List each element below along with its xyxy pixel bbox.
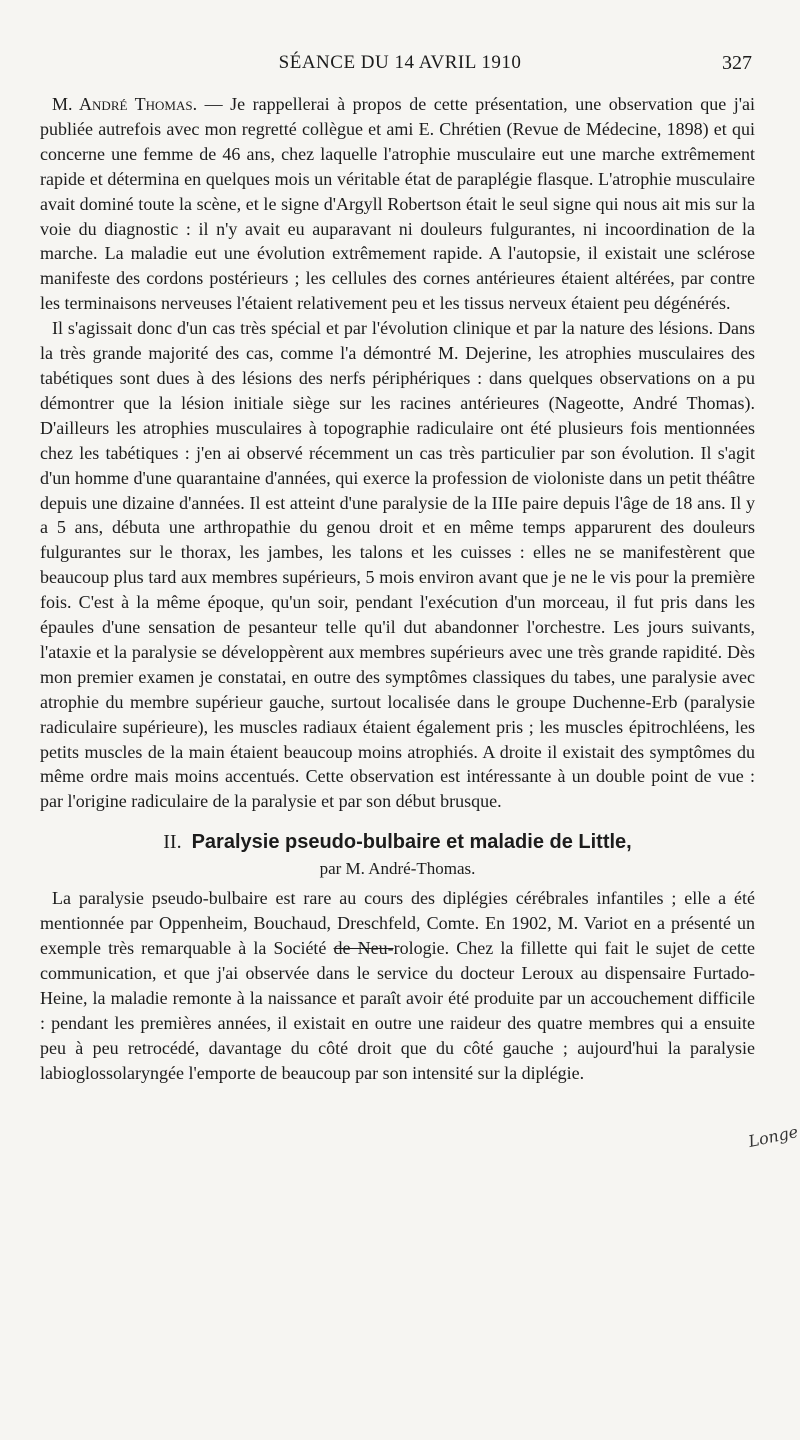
paragraph-2: Il s'agissait donc d'un cas très spécial et par l'évolution clinique et par la nature des lésions. Dans la très grande majorité des cas, comme l'a démontré M. Dejerine, les atrophies musculaires des tabétiques sont dues à des lésions des nerfs périphériques : dans quelques observations on a pu démontrer que la lésion initiale siège sur les racines antérieures (Nageotte, André Thomas). D'ailleurs les atrophies musculaires à topographie radiculaire ont été plusieurs fois mentionnées chez les tabétiques : j'en ai observé récemment un cas très particulier par son évolution. Il s'agit d'un homme d'une quarantaine d'années, qui exerce la profession de violoniste dans un petit théâtre depuis une dizaine d'années. Il est atteint d'une paralysie de la IIIe paire depuis l'âge de 18 ans. Il y a 5 ans, débuta une arthropathie du genou droit et en même temps apparurent des douleurs fulgurantes sur le thorax, les jambes, les talons et les cuisses : elles ne se manifestèrent que beaucoup plus tard aux membres supérieurs, 5 mois environ avant que je ne le vis pour la première fois. C'est à la même époque, qu'un soir, pendant l'exécution d'un morceau, il fut pris dans les épaules d'une sensation de pesanteur telle qu'il dut abandonner l'orchestre. Les jours suivants, l'ataxie et la paralysie se développèrent aux membres supérieurs avec une très grande rapidité. Dès mon premier examen je constatai, en outre des symptômes classiques du tabes, une paralysie avec atrophie du membre supérieur gauche, surtout localisée dans le groupe Duchenne-Erb (paralysie radiculaire supérieure), les muscles radiaux étaient également pris ; les muscles épitrochléens, les petits muscles de la main étaient beaucoup moins atrophiés. A droite il existait des symptômes du même ordre mais moins accentués. Cette observation est intéressante à un double point de vue : par l'origine radiculaire de la paralysie et par son début brusque. [40, 318, 755, 812]
section-number: II. [163, 831, 182, 854]
section-title: Paralysie pseudo-bulbaire et maladie de Little, [191, 831, 632, 854]
author-name: M. André Thomas. [52, 94, 198, 114]
paragraph-1-text: — Je rappellerai à propos de cette présentation, une observation que j'ai publiée autrefois avec mon regretté collègue et ami E. Chrétien (Revue de Médecine, 1898) et qui concerne une femme de 46 ans, chez laquelle l'atrophie musculaire eut une marche extrêmement rapide et détermina en quelques mois un véritable état de paraplégie flasque. L'atrophie musculaire avait dominé toute la scène, et le signe d'Argyll Robertson était le seul signe qui nous ait mis sur la voie du diagnostic : il n'y avait eu auparavant ni douleurs fulgurantes, ni incoordination de la marche. La maladie eut une évolution extrêmement rapide. A l'autopsie, il existait une sclérose manifeste des cordons postérieurs ; les cellules des cornes antérieures étaient altérées, par contre les terminaisons nerveuses l'étaient relativement peu et les tissus nerveux étaient peu dégénérés. [40, 94, 755, 314]
paragraph-3 [40, 886, 755, 1085]
struck-text: de Neu- [333, 938, 394, 959]
paragraph-3-text-b: rologie. Chez la fillette qui fait le sujet de cette communication, et que j'ai observée dans le service du docteur Leroux au dispensaire Furtado-Heine, la maladie remonte à la naissance et paraît avoir été produite par un accouchement difficile : pendant les premières années, il existait en outre une raideur des quatre membres qui a ensuite peu à peu retrocédé, davantage du côté droit que du côté gauche ; aujourd'hui la paralysie labioglossolaryngée l'emporte de beaucoup par son intensité sur la diplégie. [40, 938, 755, 1083]
body-text [40, 92, 755, 1086]
running-head-title: SÉANCE DU 14 AVRIL 1910 [278, 52, 522, 73]
running-head [40, 52, 760, 76]
page-number: 327 [722, 52, 752, 74]
paragraph-1 [40, 92, 755, 316]
handwritten-margin-note: Longe [746, 1121, 800, 1152]
section-byline: par M. André-Thomas. [319, 859, 476, 879]
paragraph-3-text-a: La paralysie pseudo-bulbaire est rare au cours des diplégies cérébrales infantiles ; elle a été mentionnée par Oppenheim, Bouchaud, Dreschfeld, Comte. En 1902, M. Variot en a présenté un exemple très remarquable à la Société [40, 888, 755, 959]
section-heading [40, 828, 755, 856]
